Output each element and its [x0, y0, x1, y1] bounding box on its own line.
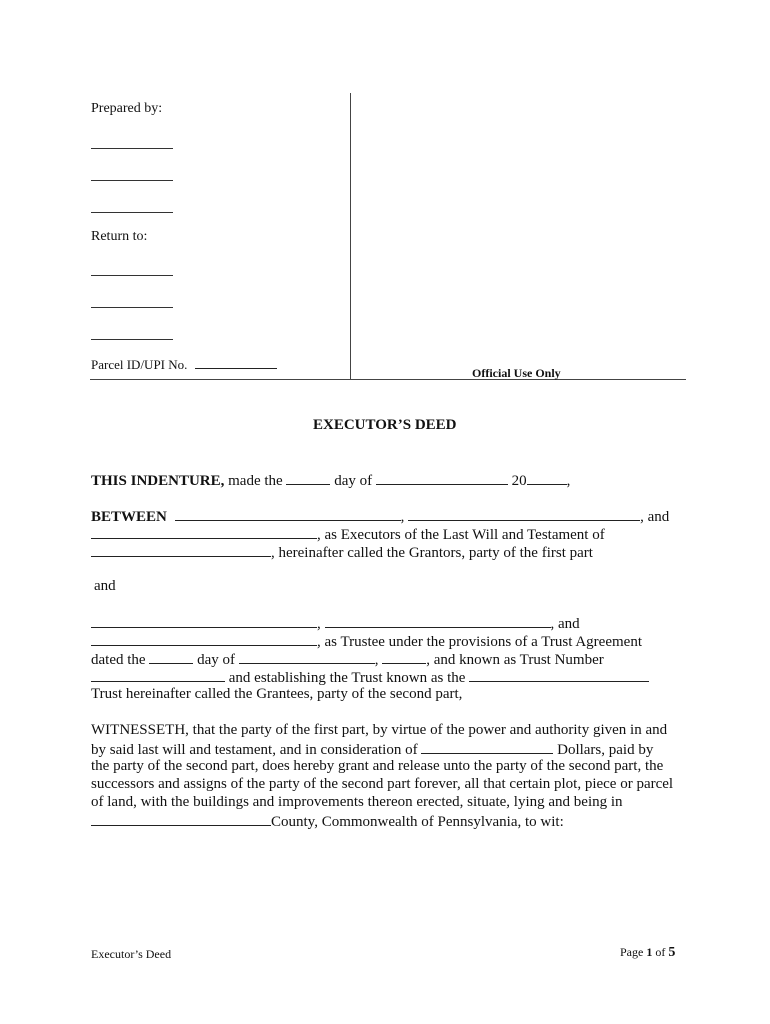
prepared-by-label: Prepared by: [91, 101, 163, 116]
comma: , [317, 616, 321, 632]
document-title: EXECUTOR’S DEED [313, 417, 457, 433]
indenture-line [91, 471, 570, 490]
comma: , [374, 652, 379, 668]
made-the-text: made the [228, 473, 283, 489]
indenture-year-field[interactable] [527, 471, 567, 485]
as-executors-text: , as Executors of the Last Will and Testament of [317, 527, 605, 543]
header-divider-vertical [350, 93, 351, 379]
dollars-paid-text: Dollars, paid by [557, 742, 654, 758]
trust-month-field[interactable] [239, 650, 375, 664]
grantees-trust-line: Trust hereinafter called the Grantees, party of the second part, [91, 686, 463, 702]
footer-doc-name: Executor’s Deed [91, 947, 172, 961]
trust-year-field[interactable] [382, 650, 426, 664]
return-to-line-2[interactable] [91, 307, 173, 308]
between-line-1 [91, 507, 669, 526]
hereinafter-grantors-text: , hereinafter called the Grantors, party of the first part [271, 545, 593, 561]
page-current: 1 [646, 945, 653, 959]
prepared-by-line-2[interactable] [91, 180, 173, 181]
trustee-name-1-field[interactable] [91, 614, 317, 628]
witnesseth-line-3: the party of the second part, does hereby grant and release unto the party of the second part, the [91, 758, 664, 774]
parcel-id-label: Parcel ID/UPI No. [91, 357, 188, 372]
dated-the-text: dated the [91, 652, 146, 668]
consideration-amount-field[interactable] [421, 740, 553, 754]
prepared-by-line-3[interactable] [91, 212, 173, 213]
county-field[interactable] [91, 812, 271, 826]
return-to-line-3[interactable] [91, 339, 173, 340]
as-trustee-text: , as Trustee under the provisions of a Trust Agreement [317, 634, 642, 650]
trust-number-field[interactable] [91, 668, 225, 682]
and-text: , and [550, 616, 580, 632]
page-word: Page [620, 945, 644, 959]
page-total: 5 [668, 945, 676, 960]
prepared-by-line-1[interactable] [91, 148, 173, 149]
comma: , [400, 509, 405, 525]
grantees-line-2 [91, 632, 642, 651]
grantor-name-1-field[interactable] [175, 507, 401, 521]
official-use-label: Official Use Only [472, 366, 561, 380]
consideration-text: by said last will and testament, and in consideration of [91, 742, 418, 758]
trustee-name-3-field[interactable] [91, 632, 317, 646]
trust-name-field[interactable] [469, 668, 649, 682]
of-word: of [655, 945, 666, 959]
county-commonwealth-text: County, Commonwealth of Pennsylvania, to wit: [271, 814, 564, 830]
comma: , [566, 473, 571, 489]
witnesseth-line-2 [91, 740, 653, 759]
and-text: , and [640, 509, 670, 525]
grantor-name-2-field[interactable] [408, 507, 640, 521]
indenture-day-field[interactable] [286, 471, 330, 485]
indenture-lead: THIS INDENTURE, [91, 473, 225, 489]
decedent-name-field[interactable] [91, 543, 271, 557]
between-line-3 [91, 543, 593, 562]
trust-day-of-text: day of [197, 652, 235, 668]
grantees-line-4 [91, 668, 649, 687]
and-separator: and [94, 578, 116, 594]
return-to-line-1[interactable] [91, 275, 173, 276]
establishing-trust-text: and establishing the Trust known as the [228, 670, 466, 686]
witnesseth-line-5: of land, with the buildings and improvements thereon erected, situate, lying and being in [91, 794, 623, 810]
grantor-name-3-field[interactable] [91, 525, 317, 539]
parcel-id-row [91, 357, 277, 373]
day-of-text: day of [334, 473, 373, 489]
known-as-trust-number-text: , and known as Trust Number [426, 652, 604, 668]
between-lead: BETWEEN [91, 509, 167, 525]
witnesseth-line-1: WITNESSETH, that the party of the first part, by virtue of the power and authority given in and [91, 722, 668, 738]
header-divider-horizontal [90, 379, 686, 380]
grantees-line-1 [91, 614, 580, 633]
parcel-id-field[interactable] [195, 357, 277, 369]
page-indicator [620, 945, 675, 961]
witnesseth-line-6 [91, 812, 564, 831]
return-to-label: Return to: [91, 229, 148, 244]
between-line-2 [91, 525, 605, 544]
trust-day-field[interactable] [149, 650, 193, 664]
indenture-month-field[interactable] [376, 471, 508, 485]
year-prefix-text: 20 [511, 473, 527, 489]
trustee-name-2-field[interactable] [325, 614, 551, 628]
witnesseth-line-4: successors and assigns of the party of the second part forever, all that certain plot, piece or parcel [91, 776, 674, 792]
grantees-line-3 [91, 650, 604, 669]
